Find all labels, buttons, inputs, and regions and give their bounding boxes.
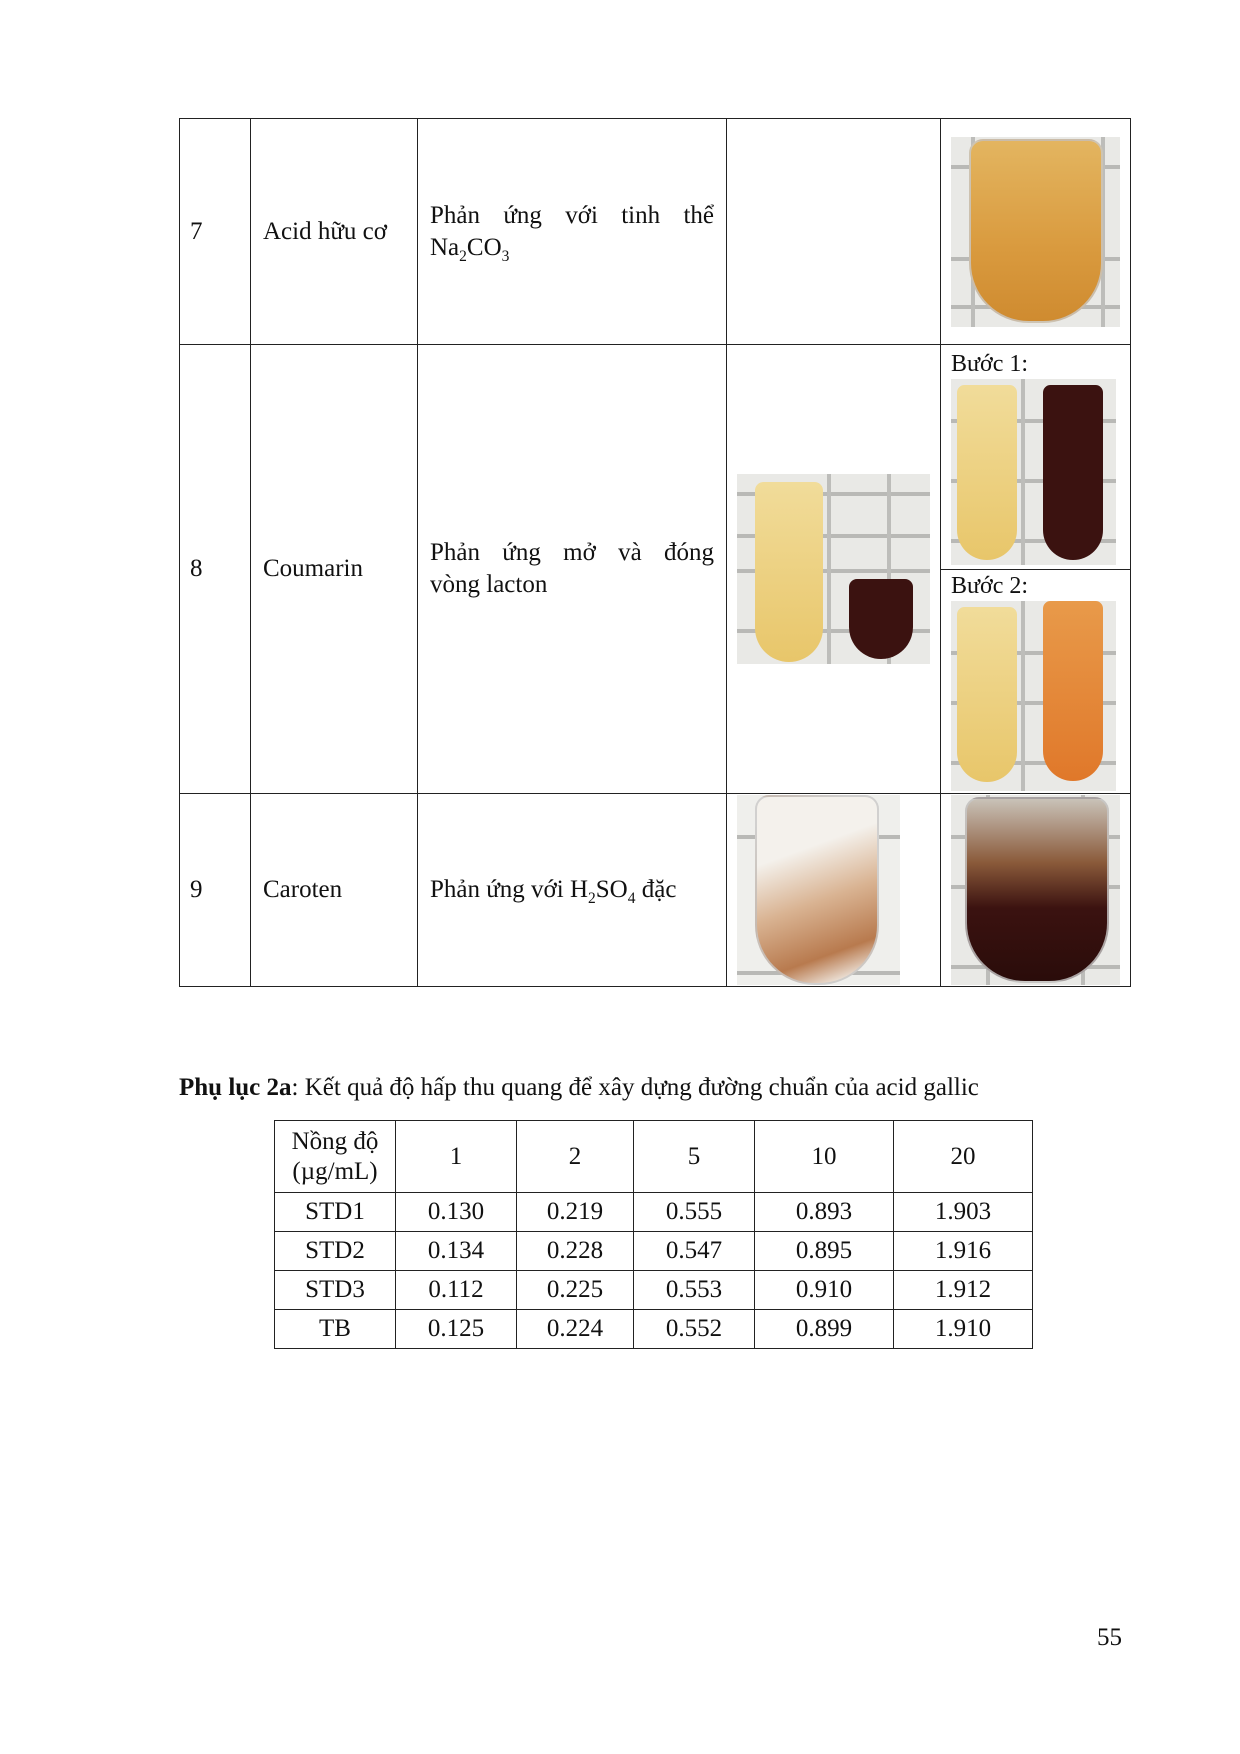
image-cell: [941, 119, 1131, 345]
table-cell: 0.547: [634, 1232, 755, 1271]
image-cell: [727, 794, 941, 987]
test-tubes-photo: [951, 379, 1116, 565]
row-label: STD2: [275, 1232, 396, 1271]
row-label: STD3: [275, 1271, 396, 1310]
table-cell: 0.224: [517, 1310, 634, 1349]
reaction-description: [418, 345, 727, 794]
reaction-line: Phản ứng mở và đóng: [430, 539, 714, 566]
reaction-description: [418, 119, 727, 345]
row-number: 9: [180, 794, 251, 987]
test-tubes-photo: [951, 601, 1116, 791]
table-cell: 0.228: [517, 1232, 634, 1271]
table-cell: 0.553: [634, 1271, 755, 1310]
compound-name: Caroten: [251, 794, 418, 987]
table-cell: 0.895: [755, 1232, 894, 1271]
table-cell: 0.225: [517, 1271, 634, 1310]
reaction-description: Phản ứng với $H_2SO_4$ đặc: [418, 794, 727, 987]
reaction-formula: $Na_2CO_3$: [430, 233, 510, 265]
table-row: [275, 1232, 1033, 1271]
table-row: [180, 794, 1131, 987]
test-tube-photo: [737, 795, 900, 985]
step-label: Bước 1:: [951, 351, 1029, 377]
row-label: TB: [275, 1310, 396, 1349]
table-cell: 1.910: [894, 1310, 1033, 1349]
table-row: [275, 1193, 1033, 1232]
table-cell: 0.910: [755, 1271, 894, 1310]
row-label: STD1: [275, 1193, 396, 1232]
column-header: 1: [396, 1121, 517, 1193]
table-cell: 0.219: [517, 1193, 634, 1232]
column-header: 2: [517, 1121, 634, 1193]
column-header: 5: [634, 1121, 755, 1193]
table-row: [180, 119, 1131, 345]
compound-name: Coumarin: [251, 345, 418, 794]
table-cell: 1.903: [894, 1193, 1033, 1232]
column-header: 20: [894, 1121, 1033, 1193]
reaction-line: Phản ứng với tinh thể: [430, 201, 714, 229]
table-cell: 0.552: [634, 1310, 755, 1349]
test-tubes-photo: [737, 474, 930, 664]
page-number: 55: [1097, 1624, 1122, 1651]
step-label: Bước 2:: [951, 573, 1029, 599]
test-tube-photo: [951, 795, 1120, 985]
table-cell: 0.899: [755, 1310, 894, 1349]
row-number: 8: [180, 345, 251, 794]
step-1: [941, 345, 1130, 570]
gallic-acid-table: [274, 1120, 1033, 1349]
beaker-photo: [951, 137, 1120, 327]
reaction-line: vòng lacton: [430, 571, 548, 598]
table-cell: 0.134: [396, 1232, 517, 1271]
table-header-row: [275, 1121, 1033, 1193]
table-cell: 0.555: [634, 1193, 755, 1232]
image-cell: [727, 345, 941, 794]
table-cell: 1.912: [894, 1271, 1033, 1310]
phytochem-table: [179, 118, 1131, 987]
table-row: [275, 1271, 1033, 1310]
empty-image-cell: [727, 119, 941, 345]
table-row: [180, 345, 1131, 794]
step-2: [941, 569, 1130, 793]
image-cell: [941, 794, 1131, 987]
table-cell: 0.893: [755, 1193, 894, 1232]
column-header: 10: [755, 1121, 894, 1193]
table-cell: 0.125: [396, 1310, 517, 1349]
compound-name: Acid hữu cơ: [251, 119, 418, 345]
table-cell: 1.916: [894, 1232, 1033, 1271]
table-row: [275, 1310, 1033, 1349]
steps-cell: [941, 345, 1131, 794]
concentration-header: Nồng độ (µg/mL): [275, 1121, 396, 1193]
table-caption: Phụ lục 2a: Kết quả độ hấp thu quang để xây dựng đường chuẩn của acid gallic: [179, 1074, 979, 1101]
table-cell: 0.112: [396, 1271, 517, 1310]
row-number: 7: [180, 119, 251, 345]
table-cell: 0.130: [396, 1193, 517, 1232]
